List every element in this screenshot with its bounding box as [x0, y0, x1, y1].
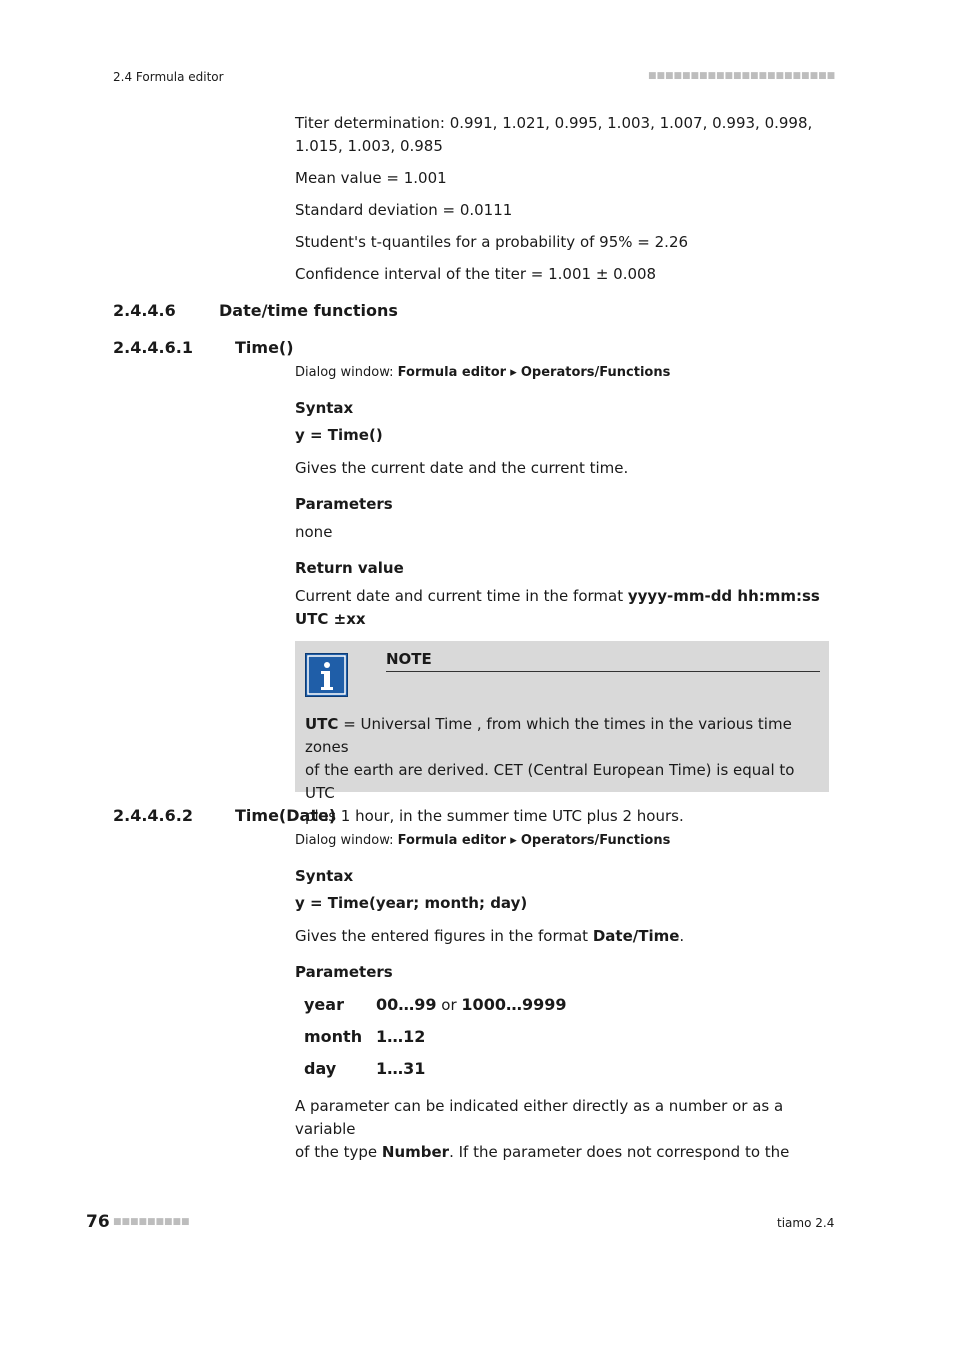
titer-line-2: 1.015, 1.003, 0.985 [295, 137, 443, 155]
note-line-3: plus 1 hour, in the summer time UTC plus 2 hours. [305, 807, 684, 825]
parameters-value: none [295, 523, 333, 541]
dialog-path-operators: Operators/Functions [520, 833, 671, 848]
parameters-label: Parameters [295, 495, 393, 513]
param-range-a: 1…31 [376, 1059, 426, 1078]
running-header-section: 2.4 Formula editor [113, 70, 224, 84]
return-format-1: yyyy-mm-dd hh:mm:ss [627, 587, 820, 605]
page-number: 76 [86, 1212, 110, 1232]
dialog-arrow: ▸ [510, 833, 517, 848]
section-24461-title: Time() [235, 338, 294, 357]
titer-line-1: Titer determination: 0.991, 1.021, 0.995, 1.003, 1.007, 0.993, 0.998, [295, 114, 813, 132]
dialog-path-formula-editor: Formula editor [397, 365, 507, 380]
param-name: month [304, 1027, 363, 1046]
dialog-path-time [295, 365, 670, 380]
function-description: Gives the current date and the current time. [295, 459, 629, 477]
dialog-path-time-date [295, 833, 670, 848]
return-value-text [295, 585, 829, 631]
section-24462-number: 2.4.4.6.2 [113, 806, 193, 825]
note-line-2: of the earth are derived. CET (Central European Time) is equal to UTC [305, 761, 795, 802]
param-or: or [436, 996, 462, 1014]
return-format-2: UTC ±xx [295, 610, 366, 628]
dialog-prefix: Dialog window: [295, 833, 398, 848]
parameter-note-line-2 [295, 1141, 835, 1164]
param-range [376, 995, 566, 1027]
description-format: Date/Time [592, 927, 680, 945]
mean-value: Mean value = 1.001 [295, 169, 447, 187]
dialog-arrow: ▸ [510, 365, 517, 380]
table-row [304, 1027, 566, 1059]
syntax-label: Syntax [295, 867, 354, 885]
syntax-code: y = Time() [295, 426, 383, 444]
tail-suffix: . If the parameter does not correspond to the [449, 1143, 790, 1161]
param-name: year [304, 995, 344, 1014]
note-line-1-text: = Universal Time , from which the times in the various time zones [305, 715, 792, 756]
param-name: day [304, 1059, 337, 1078]
header-decoration-dots: ■■■■■■■■■■■■■■■■■■■■■■ [648, 71, 836, 81]
tail-bold: Number [381, 1143, 450, 1161]
footer-decoration-dots: ■■■■■■■■■ [113, 1217, 190, 1227]
info-icon [305, 653, 348, 697]
syntax-label: Syntax [295, 399, 354, 417]
note-line-1 [305, 713, 825, 759]
dialog-path-operators: Operators/Functions [520, 365, 671, 380]
param-range-a: 1…12 [376, 1027, 426, 1046]
student-quantile: Student's t-quantiles for a probability of 95% = 2.26 [295, 233, 689, 251]
section-2446-number: 2.4.4.6 [113, 301, 176, 320]
table-row [304, 1059, 566, 1091]
description-suffix: . [679, 927, 685, 945]
section-2446-title: Date/time functions [219, 301, 398, 320]
param-range-b: 1000…9999 [461, 995, 567, 1014]
function-description [295, 925, 684, 948]
parameters-label: Parameters [295, 963, 393, 981]
note-text [305, 713, 825, 828]
param-range-a: 00…99 [376, 995, 437, 1014]
note-title: NOTE [386, 650, 820, 672]
note-utc: UTC [305, 715, 339, 733]
syntax-code: y = Time(year; month; day) [295, 894, 528, 912]
param-range [376, 1059, 566, 1091]
section-24461-number: 2.4.4.6.1 [113, 338, 193, 357]
return-text: Current date and current time in the format [295, 587, 628, 605]
parameter-note [295, 1095, 835, 1164]
dialog-prefix: Dialog window: [295, 365, 398, 380]
description-prefix: Gives the entered figures in the format [295, 927, 593, 945]
confidence-interval: Confidence interval of the titer = 1.001 ± 0.008 [295, 265, 657, 283]
tail-prefix: of the type [295, 1143, 382, 1161]
param-range [376, 1027, 566, 1059]
table-row [304, 995, 566, 1027]
product-name: tiamo 2.4 [777, 1216, 835, 1230]
parameter-note-line-1: A parameter can be indicated either directly as a number or as a variable [295, 1097, 784, 1138]
return-value-label: Return value [295, 559, 404, 577]
section-24462-title: Time(Date) [235, 806, 337, 825]
dialog-path-formula-editor: Formula editor [397, 833, 507, 848]
titer-determination [295, 112, 812, 158]
parameters-table [304, 995, 566, 1091]
standard-deviation: Standard deviation = 0.0111 [295, 201, 513, 219]
